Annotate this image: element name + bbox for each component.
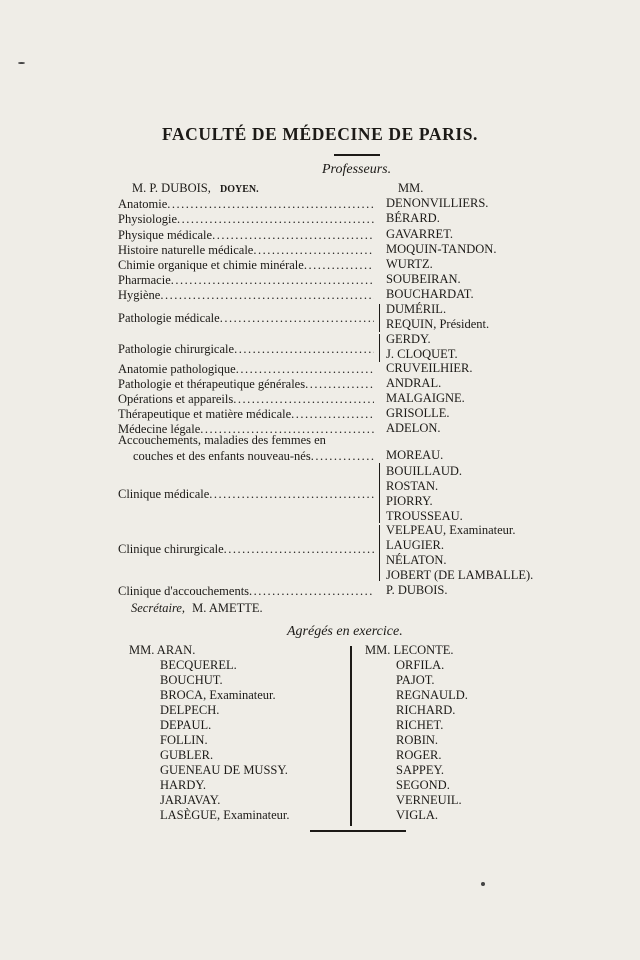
professor-name: NÉLATON. [386, 553, 447, 567]
agrege-name: VERNEUIL. [396, 793, 462, 807]
agrege-name: BROCA, Examinateur. [160, 688, 276, 702]
professor-name: BOUCHARDAT. [386, 287, 474, 301]
subject-row [118, 392, 374, 406]
agrege-name: RICHARD. [396, 703, 456, 717]
subject-label: Pathologie médicale [118, 311, 220, 325]
dean-name: M. P. DUBOIS, [132, 181, 211, 195]
agrege-name: ROBIN. [396, 733, 439, 747]
secretaire-label: Secrétaire, [131, 601, 186, 615]
subject-row [118, 407, 374, 421]
professeurs-heading: Professeurs. [322, 162, 392, 177]
professor-name: DENONVILLIERS. [386, 196, 489, 210]
agrege-name: JARJAVAY. [160, 793, 221, 807]
agreges-heading: Agrégés en exercice. [287, 624, 403, 639]
leader-dots [234, 342, 374, 356]
subject-label: Physiologie [118, 212, 178, 226]
subject-row [118, 212, 374, 226]
subject-row [118, 273, 374, 287]
mm-label: MM. [398, 181, 424, 195]
agrege-name: GUBLER. [160, 748, 214, 762]
subject-label: Anatomie [118, 197, 168, 211]
column-divider [350, 646, 352, 826]
professor-name: LAUGIER. [386, 538, 444, 552]
leader-dots [253, 243, 374, 257]
agrege-name: ROGER. [396, 748, 442, 762]
leader-dots [304, 258, 374, 272]
page-title: FACULTÉ DE MÉDECINE DE PARIS. [161, 124, 479, 144]
professor-name: JOBERT (DE LAMBALLE). [386, 568, 534, 582]
leader-dots [311, 449, 374, 463]
agrege-name: PAJOT. [396, 673, 435, 687]
agrege-name: GUENEAU DE MUSSY. [160, 763, 288, 777]
subject-label: Anatomie pathologique [118, 362, 236, 376]
title-rule [334, 154, 380, 156]
leader-dots [305, 377, 374, 391]
subject-label: Clinique médicale [118, 487, 210, 501]
brace [379, 525, 380, 581]
subject-row [118, 362, 374, 376]
subject-label: Chimie organique et chimie minérale [118, 258, 304, 272]
subject-label: Pharmacie [118, 273, 171, 287]
subject-label: Hygiène [118, 288, 161, 302]
subject-label: Opérations et appareils [118, 392, 234, 406]
professor-name: SOUBEIRAN. [386, 272, 461, 286]
professor-name: REQUIN, Président. [386, 317, 490, 331]
leader-dots [220, 311, 374, 325]
leader-dots [233, 392, 374, 406]
agrege-name: DEPAUL. [160, 718, 212, 732]
subject-label-line1: Accouchements, maladies des femmes en [118, 433, 326, 447]
agrege-name: RICHET. [396, 718, 444, 732]
subject-label: Pathologie et thérapeutique générales [118, 377, 306, 391]
agrege-name: FOLLIN. [160, 733, 208, 747]
professor-name: DUMÉRIL. [386, 302, 447, 316]
subject-row [118, 258, 374, 272]
professor-name: BOUILLAUD. [386, 464, 463, 478]
agrege-name: SAPPEY. [396, 763, 445, 777]
subject-row [118, 542, 374, 556]
agrege-name: LASÈGUE, Examinateur. [160, 808, 290, 822]
brace [379, 304, 380, 332]
professor-name: GAVARRET. [386, 227, 454, 241]
subject-label: Thérapeutique et matière médicale [118, 407, 292, 421]
professor-name: BÉRARD. [386, 211, 440, 225]
brace [379, 463, 380, 523]
leader-dots [209, 487, 374, 501]
professor-name: P. DUBOIS. [386, 583, 448, 597]
paper-speck [18, 62, 25, 64]
leader-dots [177, 212, 374, 226]
agrege-name: BOUCHUT. [160, 673, 223, 687]
leader-dots [224, 542, 374, 556]
leader-dots [171, 273, 374, 287]
professor-name: GRISOLLE. [386, 406, 450, 420]
agrege-name: MM. LECONTE. [365, 643, 454, 657]
professor-name: ADELON. [386, 421, 441, 435]
professor-name: CRUVEILHIER. [386, 361, 473, 375]
subject-label: Clinique d'accouchements [118, 584, 250, 598]
subject-label: Médecine légale [118, 422, 201, 436]
professor-name: VELPEAU, Examinateur. [386, 523, 516, 537]
subject-label: Histoire naturelle médicale [118, 243, 254, 257]
subject-row [118, 377, 374, 391]
professor-name: GERDY. [386, 332, 431, 346]
agrege-name: DELPECH. [160, 703, 220, 717]
leader-dots [249, 584, 374, 598]
subject-row [118, 487, 374, 501]
professor-name: TROUSSEAU. [386, 509, 463, 523]
secretaire-line [131, 601, 263, 616]
leader-dots [212, 228, 374, 242]
professor-name: ANDRAL. [386, 376, 442, 390]
agrege-name: HARDY. [160, 778, 206, 792]
subject-label: Pathologie chirurgicale [118, 342, 235, 356]
subject-row [118, 584, 374, 598]
agrege-name: BECQUEREL. [160, 658, 237, 672]
dean-role: DOYEN. [219, 184, 259, 195]
leader-dots [160, 288, 374, 302]
agrege-name: MM. ARAN. [129, 643, 196, 657]
agrege-name: ORFILA. [396, 658, 445, 672]
professor-name: MOQUIN-TANDON. [386, 242, 497, 256]
professor-name: J. CLOQUET. [386, 347, 458, 361]
brace [379, 334, 380, 362]
professor-name: WURTZ. [386, 257, 433, 271]
professor-name: ROSTAN. [386, 479, 439, 493]
professor-name: MOREAU. [386, 448, 444, 462]
subject-row [118, 288, 374, 302]
professor-name: MALGAIGNE. [386, 391, 465, 405]
leader-dots [236, 362, 374, 376]
subject-row [118, 311, 374, 325]
subject-label: Physique médicale [118, 228, 213, 242]
paper-speck [481, 882, 485, 886]
subject-label-line2: couches et des enfants nouveau-nés [133, 449, 311, 463]
leader-dots [167, 197, 374, 211]
subject-row [118, 243, 374, 257]
dean-line [132, 181, 259, 196]
agrege-name: SEGOND. [396, 778, 450, 792]
bottom-rule [310, 830, 406, 832]
subject-row [118, 228, 374, 242]
subject-label: Clinique chirurgicale [118, 542, 224, 556]
leader-dots [291, 407, 374, 421]
professor-name: PIORRY. [386, 494, 433, 508]
agrege-name: REGNAULD. [396, 688, 468, 702]
subject-row [118, 197, 374, 211]
subject-row [118, 342, 374, 356]
agrege-name: VIGLA. [396, 808, 439, 822]
subject-row [133, 449, 374, 463]
secretaire-name: M. AMETTE. [192, 601, 263, 615]
